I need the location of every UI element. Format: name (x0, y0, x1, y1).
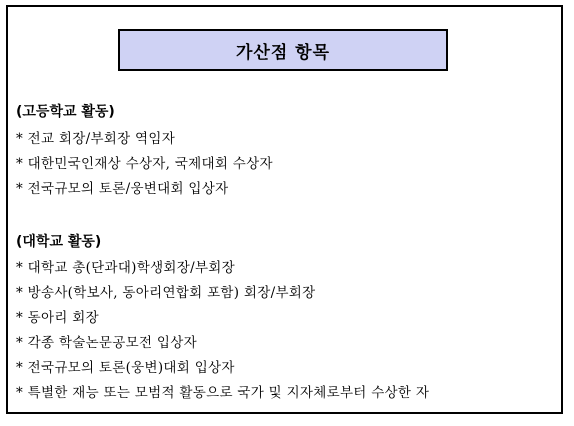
list-item: * 전국규모의 토론(웅변)대회 입상자 (16, 360, 235, 376)
list-item: * 특별한 재능 또는 모범적 활동으로 국가 및 지자체로부터 수상한 자 (16, 385, 430, 401)
list-item: * 대학교 총(단과대)학생회장/부회장 (16, 260, 235, 276)
list-item: * 전국규모의 토론/웅변대회 입상자 (16, 181, 229, 197)
list-item: * 동아리 회장 (16, 310, 99, 326)
list-item: * 전교 회장/부회장 역임자 (16, 131, 176, 147)
list-item: * 대한민국인재상 수상자, 국제대회 수상자 (16, 156, 273, 172)
section-heading-university: (대학교 활동) (16, 234, 102, 250)
section-heading-highschool: (고등학교 활동) (16, 104, 115, 120)
page-title: 가산점 항목 (118, 29, 448, 71)
list-item: * 방송사(학보사, 동아리연합회 포함) 회장/부회장 (16, 285, 316, 301)
content-frame (6, 5, 563, 414)
list-item: * 각종 학술논문공모전 입상자 (16, 335, 197, 351)
